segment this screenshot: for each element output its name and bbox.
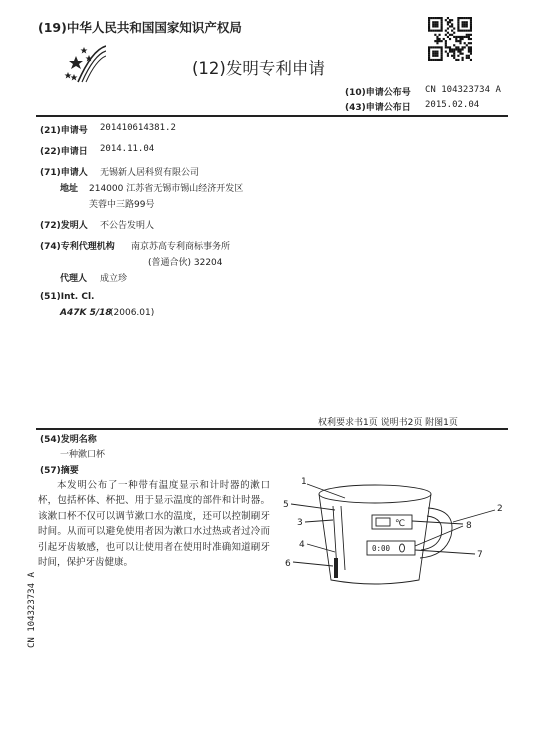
side-publication-number: CN 104323734 A xyxy=(27,572,37,648)
qr-module xyxy=(434,46,436,48)
qr-module xyxy=(436,51,438,53)
qr-module xyxy=(430,30,432,32)
publication-date: 2015.02.04 xyxy=(425,100,480,110)
qr-module xyxy=(462,38,464,40)
qr-module xyxy=(441,53,443,55)
qr-module xyxy=(428,55,430,57)
qr-module xyxy=(428,57,430,59)
agency-line-2: (普通合伙) 32204 xyxy=(148,258,223,268)
qr-module xyxy=(436,42,438,44)
qr-module xyxy=(428,30,430,32)
qr-module xyxy=(447,46,449,48)
qr-module xyxy=(432,17,434,19)
timer-button xyxy=(400,544,405,552)
callout-2: 2 xyxy=(497,504,503,514)
qr-module xyxy=(470,27,472,29)
qr-module xyxy=(445,46,447,48)
qr-module xyxy=(470,17,472,19)
qr-module xyxy=(434,30,436,32)
qr-module xyxy=(428,17,430,19)
qr-module xyxy=(466,44,468,46)
qr-module xyxy=(436,59,438,61)
qr-module xyxy=(464,46,466,48)
qr-module xyxy=(464,25,466,27)
application-number: 201410614381.2 xyxy=(100,123,176,133)
agent-name: 成立珍 xyxy=(100,274,128,284)
temperature-display xyxy=(372,515,412,529)
qr-module xyxy=(434,17,436,19)
qr-module xyxy=(466,36,468,38)
qr-module xyxy=(470,34,472,36)
qr-module xyxy=(443,38,445,40)
applicant-label: (71)申请人 xyxy=(40,168,88,178)
applicant-name: 无锡新人居科贸有限公司 xyxy=(100,168,200,178)
callout-8: 8 xyxy=(466,521,472,531)
qr-module xyxy=(457,55,459,57)
qr-module xyxy=(462,23,464,25)
qr-module xyxy=(449,19,451,21)
qr-module xyxy=(438,40,440,42)
qr-module xyxy=(451,19,453,21)
qr-module xyxy=(432,21,434,23)
agency-label: (74)专利代理机构 xyxy=(40,242,115,252)
qr-module xyxy=(434,53,436,55)
qr-module xyxy=(441,48,443,50)
qr-module xyxy=(451,23,453,25)
qr-module xyxy=(451,55,453,57)
qr-module xyxy=(441,40,443,42)
qr-module xyxy=(462,53,464,55)
qr-module xyxy=(468,42,470,44)
qr-module xyxy=(430,17,432,19)
qr-module xyxy=(449,46,451,48)
qr-module xyxy=(447,17,449,19)
qr-module xyxy=(459,53,461,55)
leader-7 xyxy=(415,550,475,554)
qr-module xyxy=(466,57,468,59)
qr-module xyxy=(428,21,430,23)
qr-module xyxy=(468,34,470,36)
qr-module xyxy=(470,59,472,61)
cup-figure xyxy=(275,470,510,590)
office-name: (19)中华人民共和国国家知识产权局 xyxy=(38,20,242,35)
qr-module xyxy=(445,30,447,32)
publication-date-label: (43)申请公布日 xyxy=(345,103,411,113)
qr-module xyxy=(436,53,438,55)
invention-name-label: (54)发明名称 xyxy=(40,435,97,445)
qr-module xyxy=(459,36,461,38)
callout-3: 3 xyxy=(297,518,303,528)
qr-module xyxy=(436,23,438,25)
qr-module xyxy=(449,21,451,23)
qr-module xyxy=(462,48,464,50)
abstract-text: 本发明公布了一种带有温度显示和计时器的漱口杯，包括杯体、杯把、用于显示温度的部件和计时器。该漱口杯不仅可以调节漱口水的温度，还可以控制刷牙时间。从而可以避免使用者因为漱口水过热或者过冷而引起牙齿敏感，也可以让使用者在使用时准确知道刷牙时间，保护牙齿健康。 xyxy=(38,480,270,569)
header-rule xyxy=(36,115,508,117)
qr-module xyxy=(455,48,457,50)
qr-module xyxy=(436,21,438,23)
qr-module xyxy=(441,59,443,61)
qr-module xyxy=(441,51,443,53)
publication-number: CN 104323734 A xyxy=(425,85,501,95)
qr-module xyxy=(436,55,438,57)
qr-module xyxy=(432,55,434,57)
timer-label: 0:00 xyxy=(372,544,391,553)
qr-module xyxy=(432,23,434,25)
qr-module xyxy=(451,48,453,50)
qr-module xyxy=(434,34,436,36)
leader-2 xyxy=(453,510,495,522)
qr-module xyxy=(453,36,455,38)
qr-module xyxy=(441,30,443,32)
qr-module xyxy=(432,51,434,53)
temp-unit-label: ℃ xyxy=(395,519,406,529)
qr-module xyxy=(434,21,436,23)
application-date-label: (22)申请日 xyxy=(40,147,88,157)
qr-module xyxy=(455,46,457,48)
qr-module xyxy=(453,48,455,50)
qr-module xyxy=(468,30,470,32)
qr-module xyxy=(457,51,459,53)
qr-module xyxy=(462,30,464,32)
qr-module xyxy=(434,59,436,61)
qr-module xyxy=(430,59,432,61)
qr-module xyxy=(445,42,447,44)
qr-module xyxy=(438,46,440,48)
qr-module xyxy=(459,48,461,50)
qr-module xyxy=(466,30,468,32)
qr-module xyxy=(428,48,430,50)
emblem-star-small-1 xyxy=(81,47,88,54)
qr-module xyxy=(470,46,472,48)
qr-module xyxy=(451,30,453,32)
callout-5: 5 xyxy=(283,500,289,510)
address-line-1: 214000 江苏省无锡市锡山经济开发区 xyxy=(89,184,244,194)
int-cl-label: (51)Int. Cl. xyxy=(40,292,95,302)
qr-module xyxy=(468,36,470,38)
qr-module xyxy=(447,53,449,55)
qr-module xyxy=(470,21,472,23)
qr-module xyxy=(453,53,455,55)
qr-module xyxy=(464,42,466,44)
qr-module xyxy=(453,32,455,34)
qr-module xyxy=(436,46,438,48)
qr-module xyxy=(449,25,451,27)
qr-module xyxy=(470,42,472,44)
qr-module xyxy=(428,59,430,61)
qr-module xyxy=(470,48,472,50)
qr-module xyxy=(441,27,443,29)
side-strip-2 xyxy=(341,506,345,570)
qr-module xyxy=(466,17,468,19)
qr-module xyxy=(457,27,459,29)
qr-module xyxy=(441,19,443,21)
qr-module xyxy=(447,55,449,57)
qr-module xyxy=(447,36,449,38)
qr-module xyxy=(455,38,457,40)
qr-module xyxy=(436,25,438,27)
publication-number-label: (10)申请公布号 xyxy=(345,88,411,98)
cnipa-emblem xyxy=(62,42,106,84)
qr-module xyxy=(441,25,443,27)
qr-module xyxy=(466,21,468,23)
callout-4: 4 xyxy=(299,540,305,550)
qr-module xyxy=(462,25,464,27)
invention-name: 一种漱口杯 xyxy=(60,450,106,460)
agent-label: 代理人 xyxy=(60,274,88,284)
qr-module xyxy=(470,25,472,27)
qr-module xyxy=(432,53,434,55)
qr-module xyxy=(428,51,430,53)
qr-module xyxy=(438,17,440,19)
qr-module xyxy=(432,25,434,27)
qr-module xyxy=(438,30,440,32)
qr-module xyxy=(434,40,436,42)
qr-module xyxy=(445,19,447,21)
qr-module xyxy=(462,57,464,59)
qr-module xyxy=(459,40,461,42)
agency-line-1: 南京苏高专利商标事务所 xyxy=(131,242,231,252)
qr-module xyxy=(453,57,455,59)
qr-module xyxy=(441,57,443,59)
qr-module xyxy=(457,48,459,50)
qr-module xyxy=(453,44,455,46)
leader-1 xyxy=(307,484,345,498)
application-number-label: (21)申请号 xyxy=(40,126,88,136)
qr-module xyxy=(449,34,451,36)
leader-3 xyxy=(305,520,333,522)
leader-8b xyxy=(415,526,463,546)
temperature-screen xyxy=(376,518,390,526)
qr-module xyxy=(468,55,470,57)
qr-module xyxy=(468,57,470,59)
qr-module xyxy=(459,30,461,32)
document-type: (12)发明专利申请 xyxy=(192,59,325,78)
qr-module xyxy=(445,51,447,53)
qr-module xyxy=(441,23,443,25)
cup-rim xyxy=(319,485,431,503)
qr-module xyxy=(434,23,436,25)
qr-module xyxy=(464,23,466,25)
qr-module xyxy=(466,34,468,36)
qr-module xyxy=(447,32,449,34)
address-line-2: 芙蓉中三路99号 xyxy=(89,200,155,210)
qr-module xyxy=(462,36,464,38)
qr-module xyxy=(464,30,466,32)
qr-module xyxy=(441,46,443,48)
qr-module xyxy=(457,59,459,61)
qr-module xyxy=(470,23,472,25)
inventor-label: (72)发明人 xyxy=(40,221,88,231)
qr-module xyxy=(457,40,459,42)
qr-module xyxy=(434,51,436,53)
qr-module xyxy=(438,38,440,40)
leader-5 xyxy=(291,504,335,510)
emblem-star-large xyxy=(69,56,83,69)
qr-module xyxy=(449,48,451,50)
qr-module xyxy=(457,46,459,48)
qr-module xyxy=(457,36,459,38)
qr-module xyxy=(468,17,470,19)
qr-module xyxy=(462,46,464,48)
qr-module xyxy=(432,59,434,61)
qr-module xyxy=(462,21,464,23)
qr-module xyxy=(451,51,453,53)
qr-module xyxy=(462,59,464,61)
qr-module xyxy=(468,51,470,53)
qr-module xyxy=(438,59,440,61)
qr-module xyxy=(462,17,464,19)
qr-module xyxy=(447,23,449,25)
inventor-name: 不公告发明人 xyxy=(100,221,155,231)
qr-module xyxy=(436,40,438,42)
qr-module xyxy=(432,46,434,48)
qr-module xyxy=(449,51,451,53)
leader-4 xyxy=(307,544,335,552)
qr-module xyxy=(428,23,430,25)
qr-module xyxy=(430,46,432,48)
page-counts: 权利要求书1页 说明书2页 附图1页 xyxy=(318,418,458,428)
qr-module xyxy=(470,51,472,53)
temperature-bar xyxy=(334,558,338,578)
qr-module xyxy=(436,17,438,19)
abstract-label: (57)摘要 xyxy=(40,466,79,476)
qr-module xyxy=(455,59,457,61)
qr-module xyxy=(445,44,447,46)
emblem-star-small-3 xyxy=(65,72,72,79)
qr-module xyxy=(457,23,459,25)
qr-module xyxy=(445,40,447,42)
qr-module xyxy=(455,36,457,38)
qr-module xyxy=(468,38,470,40)
qr-module xyxy=(445,34,447,36)
qr-module xyxy=(434,25,436,27)
qr-module xyxy=(466,55,468,57)
qr-module xyxy=(453,51,455,53)
qr-module xyxy=(428,27,430,29)
qr-module xyxy=(451,34,453,36)
qr-module xyxy=(464,17,466,19)
application-date: 2014.11.04 xyxy=(100,144,155,154)
qr-code xyxy=(428,17,472,61)
qr-module xyxy=(453,27,455,29)
qr-module xyxy=(468,46,470,48)
qr-module xyxy=(449,38,451,40)
qr-module xyxy=(441,21,443,23)
qr-module xyxy=(438,34,440,36)
callout-6: 6 xyxy=(285,559,291,569)
qr-module xyxy=(457,21,459,23)
qr-module xyxy=(428,53,430,55)
qr-module xyxy=(466,23,468,25)
qr-module xyxy=(459,51,461,53)
qr-module xyxy=(447,21,449,23)
qr-module xyxy=(428,19,430,21)
qr-module xyxy=(459,17,461,19)
qr-module xyxy=(453,55,455,57)
qr-module xyxy=(436,36,438,38)
qr-module xyxy=(470,53,472,55)
address-label: 地址 xyxy=(60,184,79,194)
qr-module xyxy=(457,30,459,32)
qr-module xyxy=(447,27,449,29)
qr-module xyxy=(441,55,443,57)
leader-6 xyxy=(293,562,333,566)
qr-module xyxy=(457,25,459,27)
qr-module xyxy=(455,40,457,42)
qr-module xyxy=(428,46,430,48)
qr-module xyxy=(466,25,468,27)
qr-module xyxy=(464,21,466,23)
qr-module xyxy=(441,17,443,19)
emblem-star-small-4 xyxy=(71,74,78,81)
qr-module xyxy=(428,25,430,27)
qr-module xyxy=(459,38,461,40)
qr-module xyxy=(436,30,438,32)
callout-1: 1 xyxy=(301,477,307,487)
qr-module xyxy=(464,36,466,38)
qr-module xyxy=(470,30,472,32)
qr-module xyxy=(432,30,434,32)
qr-module xyxy=(436,38,438,40)
qr-module xyxy=(451,25,453,27)
int-cl-year: (2006.01) xyxy=(110,308,155,318)
qr-module xyxy=(457,17,459,19)
qr-module xyxy=(457,19,459,21)
qr-module xyxy=(459,42,461,44)
qr-module xyxy=(470,38,472,40)
mid-rule xyxy=(36,428,508,430)
qr-module xyxy=(468,48,470,50)
qr-module xyxy=(470,19,472,21)
qr-module xyxy=(434,55,436,57)
callout-7: 7 xyxy=(477,550,483,560)
int-cl-code: A47K 5/18 xyxy=(60,308,112,318)
